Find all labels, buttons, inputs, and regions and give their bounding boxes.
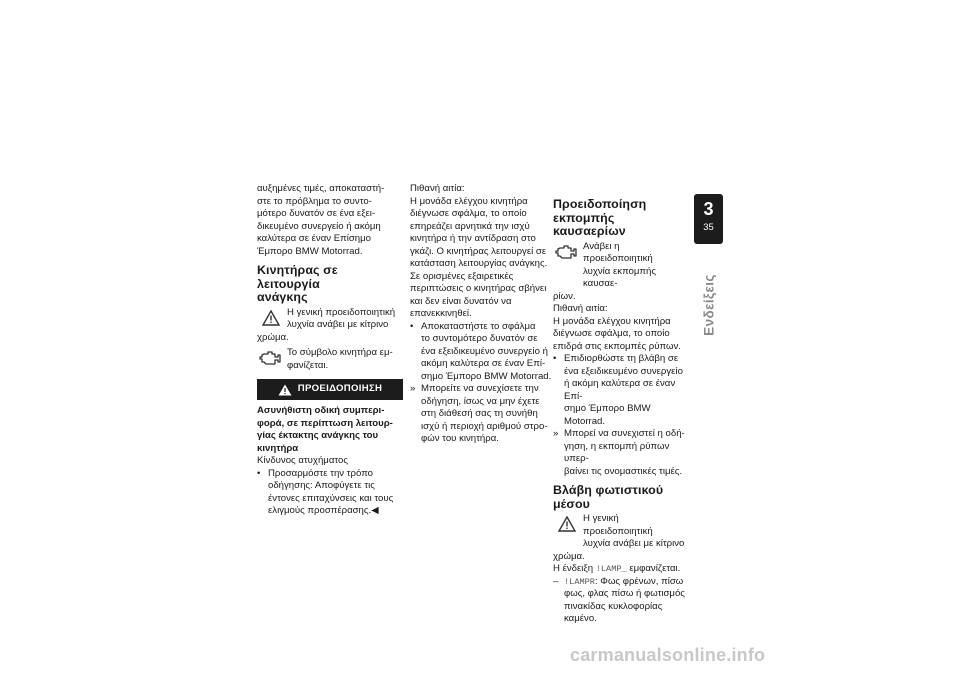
bullet-marker: • <box>257 467 261 479</box>
text-line: αυξημένες τιμές, αποκαταστή- <box>257 183 385 194</box>
text-line: φως, φλας πίσω ή φωτισμός <box>564 588 685 599</box>
text-line: το συντομότερο δυνατόν σε <box>421 333 538 344</box>
chapter-badge <box>694 194 723 244</box>
text-line: δικευμένο συνεργείο ή ακόμη <box>257 220 381 232</box>
text-line: Μπορείτε να συνεχίσετε την <box>421 383 539 394</box>
text-line: επανεκκινηθεί. <box>410 308 472 319</box>
engine-emission-icon <box>555 243 577 261</box>
text-line: διέγνωσε σφάλμα, το οποίο <box>553 328 670 339</box>
bullet-item <box>410 321 552 384</box>
cause-label: Πιθανή αιτία: <box>410 183 465 194</box>
warning-triangle-icon <box>278 384 292 396</box>
lamp-warning-row <box>553 513 688 551</box>
text-line: περιπτώσεις ο κινητήρας σβήνει <box>410 283 547 294</box>
heading-line: Κινητήρας σε λειτουργία <box>257 263 338 291</box>
warning-triangle-icon <box>261 309 281 327</box>
text-line: ρίων. <box>553 290 576 302</box>
text-line: έντονες επιταχύνσεις και τους <box>268 492 394 504</box>
text-line: στη διάθεσή σας τη συνήθη <box>421 408 538 419</box>
text-line: ισχύ ή περιοχή αριθμού στρο- <box>421 420 548 432</box>
column-2 <box>410 183 552 446</box>
warning-bar <box>257 379 403 400</box>
text-line: οδήγησης: Αποφύγετε τις <box>268 480 375 491</box>
text-line: Μπορεί να συνεχιστεί η οδή- <box>564 428 685 439</box>
text-line: Η μονάδα ελέγχου κινητήρα <box>553 315 671 327</box>
chapter-number: 3 <box>703 199 714 219</box>
cause-label: Πιθανή αιτία: <box>553 303 608 314</box>
text-line: στε το πρόβλημα το συντο- <box>257 195 372 207</box>
text-line: γηση, η εκπομπή ρύπων υπερ- <box>564 440 670 464</box>
display-line <box>553 563 688 576</box>
code-item: !LAMPR <box>564 576 595 587</box>
intro-paragraph <box>257 183 403 258</box>
text-span: Η ένδειξη <box>553 563 596 574</box>
text-line: πινακίδας κυκλοφορίας καμένο. <box>564 600 663 624</box>
dash-marker: – <box>553 575 559 587</box>
text-line: Η γενική προειδοποιητική <box>583 513 653 537</box>
text-line: γκάζι. Ο κινητήρας λειτουργεί σε <box>410 245 547 257</box>
section-heading-emission-warning <box>553 198 688 239</box>
column-3 <box>553 198 688 626</box>
engine-icon <box>259 349 281 367</box>
general-warning-row <box>257 307 403 332</box>
text-line: Σε ορισμένες εξαιρετικές <box>410 270 514 282</box>
text-line: φορά, σε περίπτωση λειτουρ- <box>257 417 393 429</box>
end-marker: ◀ <box>371 505 379 516</box>
dash-item <box>553 576 688 626</box>
column-1 <box>257 183 403 518</box>
result-marker: » <box>553 428 559 439</box>
text-line: βαίνει τις ονομαστικές τιμές. <box>564 465 683 477</box>
text-line: Έμπορο BMW Motorrad. <box>257 245 363 257</box>
warning-title <box>257 405 403 455</box>
text-line: σημο Έμπορο BMW Motorrad. <box>564 403 651 427</box>
bullet-marker: • <box>410 320 414 332</box>
result-marker: » <box>410 383 416 394</box>
text-line: και δεν είναι δυνατόν να <box>410 295 512 307</box>
heading-line: καυσαερίων <box>553 224 626 238</box>
text-span: ελιγμούς προσπέρασης. <box>268 505 372 516</box>
text-line: οδήγηση, ίσως να μην έχετε <box>421 395 540 407</box>
text-line: Το σύμβολο κινητήρα εμ- <box>287 347 393 358</box>
chapter-side-label <box>700 270 718 340</box>
result-item <box>410 383 552 446</box>
text-line: ένα εξειδικευμένο συνεργείο ή <box>421 345 548 357</box>
text-line: επηρεάζει αρνητικά την ισχύ <box>410 220 530 232</box>
text-line: επιδρά στις εκπομπές ρύπων. <box>553 340 681 352</box>
text-span: : Φως φρένων, πίσω <box>594 575 684 587</box>
text-line: Αποκαταστήστε το σφάλμα <box>421 320 536 332</box>
text-line: ή ακόμη καλύτερα σε έναν Επί- <box>564 378 676 402</box>
section-heading-lamp-fault: Βλάβη φωτιστικού μέσου <box>553 483 664 511</box>
text-line: Η γενική προειδοποιητική <box>287 306 396 318</box>
text-line: Ανάβει η προειδοποιητική <box>583 240 653 264</box>
text-line: σημο Έμπορο BMW Motorrad. <box>421 370 552 382</box>
display-code: !LAMP_ <box>595 564 627 574</box>
text-line: φών του κινητήρα. <box>421 433 499 444</box>
text-line: ένα εξειδικευμένο συνεργείο <box>564 365 683 377</box>
section-heading-emergency-mode <box>257 264 403 305</box>
bullet-item <box>257 468 403 518</box>
engine-symbol-row <box>257 347 403 372</box>
cause-paragraph <box>410 196 552 321</box>
text-line: κατάσταση λειτουργίας ανάγκης. <box>410 258 548 269</box>
text-line: ακόμη καλύτερα σε έναν Επί- <box>421 358 546 369</box>
text-line: Προσαρμόστε την τρόπο <box>268 467 374 479</box>
bullet-item <box>553 353 688 428</box>
text-line <box>564 576 688 589</box>
watermark: carmanualsonline.info <box>570 645 766 665</box>
text-line: λυχνία εκπομπής καυσαε- <box>583 265 656 289</box>
heading-line: ανάγκης <box>257 290 308 304</box>
text-line: μότερο δυνατόν σε ένα εξει- <box>257 208 376 219</box>
text-line: χρώμα. <box>553 550 585 562</box>
text-line: κινητήρα ή την αντίδραση στο <box>410 233 536 244</box>
text-line: διέγνωσε σφάλμα, το οποίο <box>410 208 527 219</box>
result-item <box>553 428 688 478</box>
text-line: κινητήρα <box>257 442 299 454</box>
emission-warning-row <box>553 241 688 291</box>
heading-line: Προειδοποίηση εκπομπής <box>553 197 647 225</box>
text-span: εμφανίζεται. <box>626 563 681 574</box>
text-line: λυχνία ανάβει με κίτρινο <box>583 538 685 549</box>
text-line: Επιδιορθώστε τη βλάβη σε <box>564 353 679 364</box>
text-line: Ασυνήθιστη οδική συμπερι- <box>257 405 385 416</box>
bullet-marker: • <box>553 353 557 364</box>
text-line: λυχνία ανάβει με κίτρινο <box>287 319 389 330</box>
text-line <box>268 505 403 518</box>
text-line: φανίζεται. <box>287 359 329 371</box>
text-line: χρώμα. <box>257 331 289 343</box>
warning-bar-label: ΠΡΟΕΙΔΟΠΟΙΗΣΗ <box>297 383 383 395</box>
text-line: γίας έκτακτης ανάγκης του <box>257 430 379 441</box>
chapter-label: Ενδείξεις <box>701 274 717 336</box>
text-line: καλύτερα σε έναν Επίσημο <box>257 233 371 244</box>
page-number: 35 <box>703 221 714 232</box>
warning-triangle-icon <box>557 515 577 533</box>
risk-text: Κίνδυνος ατυχήματος <box>257 455 348 466</box>
text-line: Η μονάδα ελέγχου κινητήρα <box>410 195 528 207</box>
